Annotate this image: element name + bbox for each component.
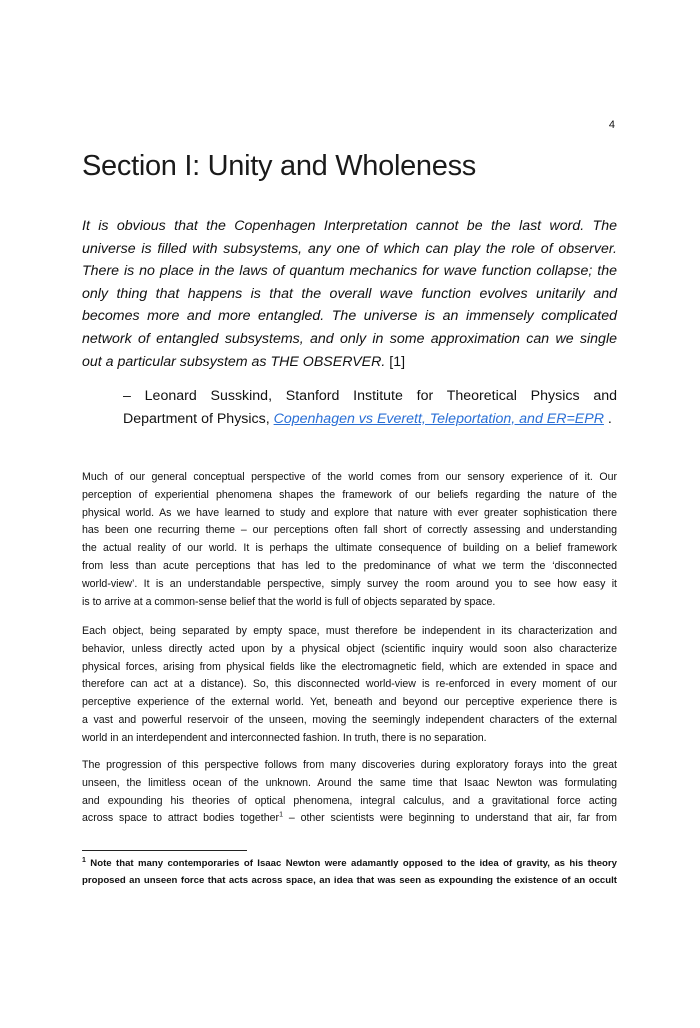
paragraph-line: a vast and powerful reservoir of the unseen, moving the seemingly independent characters of the external [82, 713, 617, 726]
paragraph-line: world in an interdependent and interconnected fashion. In truth, there is no separation. [82, 731, 487, 744]
paragraph [82, 757, 617, 828]
paragraph-line: unseen, the limitless ocean of the unknown. Around the same time that Isaac Newton was formulating [82, 776, 617, 789]
quote-line: network of entangled subsystems, and only in some approximation can we single [82, 330, 617, 347]
paragraph [82, 623, 617, 748]
footnote [82, 855, 617, 889]
footnote-marker: 1 [82, 856, 86, 864]
paragraph-line: therefore can act at a distance). So, this disconnected world-view is re-enforced in every moment of our [82, 678, 617, 691]
quote-line: There is no place in the laws of quantum mechanics for wave function collapse; the [82, 263, 617, 280]
paragraph-line: The progression of this perspective follows from many discoveries during exploratory forays into the great [82, 759, 617, 771]
attribution-line [123, 408, 617, 431]
quote-line: becomes more and more entangled. The universe is an immensely complicated [82, 308, 617, 325]
paragraph-line: physical forces, arising from physical fields like the electromagnetic field, which are extended in space and [82, 660, 617, 673]
attribution-line: – Leonard Susskind, Stanford Institute for Theoretical Physics and [123, 388, 617, 404]
paragraph-text: across space to attract bodies together [82, 812, 280, 825]
paragraph-text: – other scientists were beginning to understand that air, far from [282, 812, 617, 825]
paragraph [82, 469, 617, 611]
paragraph-line: has been one recurring theme – our perceptions often fall short of correctly assessing and understanding [82, 524, 617, 537]
quote-attribution [123, 385, 617, 430]
paragraph-line: physical world. As we have learned to study and explore that nature with ever greater sophistication there [82, 506, 617, 519]
attribution-text: . [603, 410, 612, 427]
footnote-text: Note that many contemporaries of Isaac Newton were adamantly opposed to the idea of gravity, as his theory [85, 858, 617, 869]
quote-line: It is obvious that the Copenhagen Interpretation cannot be the last word. The [82, 218, 617, 234]
paragraph-line: perceptive experience of the external world. Yet, beneath and beyond our perceptive experience there is [82, 696, 617, 709]
paragraph-line: from less than acute perceptions that has led to the predominance of what we term the ‘disconnected [82, 559, 617, 572]
epigraph-quote [82, 215, 617, 373]
citation-ref: [1] [385, 353, 406, 370]
paragraph-line: Much of our general conceptual perspective of the world comes from our sensory experience of it. Our [82, 471, 617, 483]
paragraph-line: Each object, being separated by empty space, must therefore be independent in its characterization and [82, 625, 617, 637]
footnote-ref[interactable]: 1 [279, 811, 283, 819]
paragraph-line: is to arrive at a common-sense belief that the world is full of objects separated by space. [82, 595, 496, 608]
paragraph-line: perception of experiential phenomena shapes the framework of our beliefs regarding the nature of the [82, 488, 617, 501]
attribution-text: Department of Physics, [123, 410, 274, 427]
paragraph-line: and expounding his theories of optical phenomena, integral calculus, and a gravitational force acting [82, 794, 617, 807]
quote-text: out a particular subsystem as THE OBSERVER. [82, 353, 386, 370]
paragraph-line: world-view’. It is an understandable perspective, simply survey the room around you to see how easy it [82, 577, 617, 590]
page-number: 4 [608, 119, 615, 131]
footnote-separator [82, 850, 247, 851]
quote-line-last [82, 351, 617, 374]
section-title: Section I: Unity and Wholeness [82, 150, 476, 182]
source-link[interactable]: Copenhagen vs Everett, Teleportation, and ER=EPR [273, 410, 604, 427]
quote-line: only thing that happens is that the overall wave function evolves unitarily and [82, 285, 617, 302]
quote-line: universe is filled with subsystems, any one of which can play the role of observer. [82, 240, 617, 257]
paragraph-line: the actual reality of our world. It is perhaps the ultimate consequence of building on a belief framework [82, 542, 617, 555]
paragraph-line [82, 810, 617, 828]
paragraph-line: behavior, unless directly acted upon by a physical object (scientific inquiry would soon also characterize [82, 642, 617, 655]
footnote-line: proposed an unseen force that acts across space, an idea that was seen as expounding the existence of an occult [82, 875, 617, 886]
footnote-line [82, 855, 617, 872]
